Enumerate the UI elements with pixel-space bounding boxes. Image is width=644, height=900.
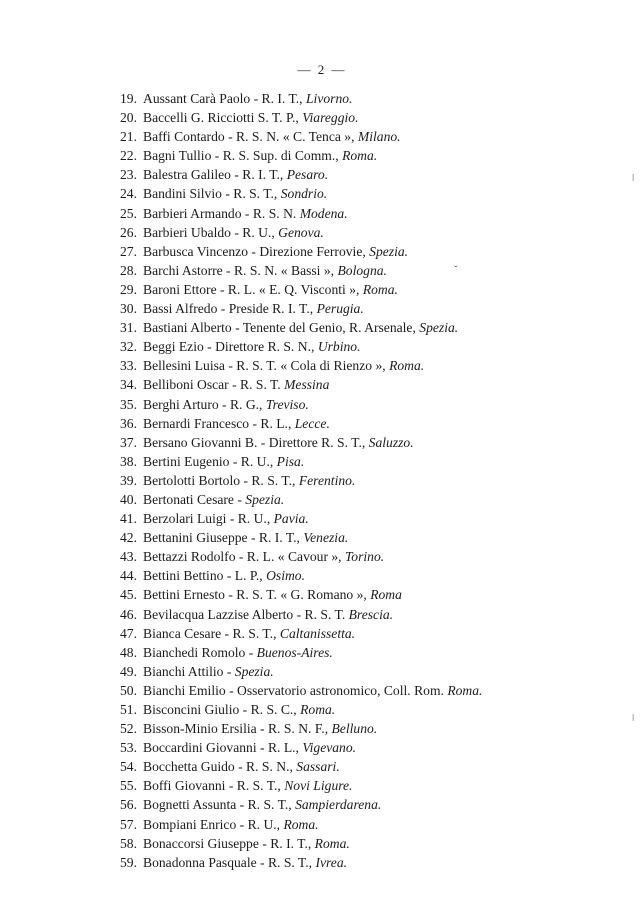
entry-place: Treviso.: [265, 396, 309, 412]
entry-name-affiliation: Bevilacqua Lazzise Alberto - R. S. T.: [143, 606, 349, 622]
entry-text: [143, 490, 284, 509]
list-item: [0, 605, 644, 624]
entry-number: 54.: [120, 759, 137, 775]
entry-text: [143, 184, 327, 203]
entry-place: Ferentino.: [298, 472, 356, 488]
entry-name-affiliation: Bonaccorsi Giuseppe - R. I. T.,: [143, 835, 315, 851]
entry-number: 38.: [120, 453, 137, 469]
entry-text: [143, 795, 381, 814]
entry-number: 36.: [120, 415, 137, 431]
entry-name-affiliation: Barchi Astorre - R. S. N. « Bassi »,: [143, 262, 338, 278]
entry-text: [143, 375, 329, 394]
list-item: [0, 547, 644, 566]
entry-number: 30.: [120, 301, 137, 317]
entry-number: 19.: [120, 91, 137, 106]
list-item: [0, 662, 644, 681]
entry-name-affiliation: Baffi Contardo - R. S. N. « C. Tenca »,: [143, 129, 358, 145]
entry-place: Vigevano.: [302, 740, 357, 756]
membership-list: [0, 89, 644, 872]
entry-text: [143, 719, 377, 738]
entry-text: [143, 165, 328, 184]
entry-text: [143, 356, 424, 375]
margin-mark: ǀ: [632, 712, 635, 724]
entry-name-affiliation: Bianca Cesare - R. S. T.,: [143, 625, 280, 641]
entry-text: [143, 146, 377, 165]
entry-name-affiliation: Aussant Carà Paolo - R. I. T.,: [143, 91, 306, 106]
entry-name-affiliation: Barbusca Vincenzo - Direzione Ferrovie,: [143, 243, 370, 259]
list-item: [0, 356, 644, 375]
entry-number: 25.: [120, 205, 137, 221]
entry-number: 31.: [120, 320, 137, 336]
list-item: [0, 242, 644, 261]
entry-place: Roma.: [283, 816, 319, 832]
entry-name-affiliation: Bianchi Emilio - Osservatorio astronomico, Coll. Rom.: [143, 682, 448, 698]
entry-number: 41.: [120, 511, 137, 527]
entry-text: [143, 471, 355, 490]
entry-name-affiliation: Bertini Eugenio - R. U.,: [143, 453, 277, 469]
list-item: [0, 490, 644, 509]
entry-number: 43.: [120, 549, 137, 565]
list-item: [0, 299, 644, 318]
entry-number: 55.: [120, 778, 137, 794]
entry-place: Brescia.: [348, 606, 394, 622]
entry-name-affiliation: Boccardini Giovanni - R. L.,: [143, 740, 303, 756]
entry-name-affiliation: Berzolari Luigi - R. U.,: [143, 511, 274, 527]
entry-number: 28.: [120, 262, 137, 278]
entry-place: Roma.: [300, 702, 336, 717]
entry-place: Roma.: [389, 358, 425, 374]
entry-place: Belluno.: [331, 721, 378, 737]
entry-place: Roma.: [362, 281, 398, 297]
entry-place: Spezia.: [234, 663, 274, 679]
entry-text: [143, 89, 352, 108]
entry-number: 32.: [120, 339, 137, 355]
list-item: [0, 681, 644, 700]
entry-place: Novi Ligure.: [284, 778, 353, 794]
entry-text: [143, 700, 335, 719]
entry-place: Torino.: [344, 549, 385, 565]
entry-name-affiliation: Baccelli G. Ricciotti S. T. P.,: [143, 110, 303, 126]
list-item: [0, 834, 644, 853]
entry-place: Viareggio.: [302, 110, 359, 126]
list-item: [0, 509, 644, 528]
entry-place: Pisa.: [276, 453, 305, 469]
list-item: [0, 337, 644, 356]
entry-number: 51.: [120, 702, 137, 717]
entry-place: Spezia.: [245, 491, 285, 507]
entry-place: Roma.: [314, 835, 350, 851]
entry-text: [143, 395, 309, 414]
entry-text: [143, 547, 384, 566]
entry-place: Bologna.: [337, 262, 387, 278]
entry-place: Venezia.: [303, 530, 349, 546]
entry-number: 39.: [120, 472, 137, 488]
entry-name-affiliation: Bagni Tullio - R. S. Sup. di Comm.,: [143, 148, 343, 164]
entry-number: 46.: [120, 606, 137, 622]
entry-place: Spezia.: [419, 320, 459, 336]
entry-text: [143, 643, 333, 662]
entry-text: [143, 261, 387, 280]
entry-text: [143, 757, 340, 776]
entry-place: Ivrea.: [315, 854, 348, 870]
entry-text: [143, 815, 319, 834]
list-item: [0, 757, 644, 776]
entry-name-affiliation: Berghi Arturo - R. G.,: [143, 396, 266, 412]
entry-name-affiliation: Bianchedi Romolo -: [143, 644, 257, 660]
entry-place: Perugia.: [316, 301, 364, 317]
entry-number: 45.: [120, 587, 137, 603]
entry-name-affiliation: Bassi Alfredo - Preside R. I. T.,: [143, 301, 317, 317]
entry-name-affiliation: Bonadonna Pasquale - R. S. T.,: [143, 854, 316, 870]
entry-number: 29.: [120, 281, 137, 297]
entry-name-affiliation: Bocchetta Guido - R. S. N.,: [143, 759, 297, 775]
list-item: [0, 108, 644, 127]
list-item: [0, 452, 644, 471]
entry-name-affiliation: Bandini Silvio - R. S. T.,: [143, 186, 281, 202]
entry-number: 44.: [120, 568, 137, 584]
list-item: [0, 700, 644, 719]
entry-text: [143, 318, 458, 337]
list-item: [0, 127, 644, 146]
entry-number: 42.: [120, 530, 137, 546]
entry-name-affiliation: Bertonati Cesare -: [143, 491, 246, 507]
entry-name-affiliation: Bersano Giovanni B. - Direttore R. S. T.,: [143, 434, 369, 450]
entry-number: 35.: [120, 396, 137, 412]
entry-text: [143, 566, 305, 585]
entry-name-affiliation: Bertolotti Bortolo - R. S. T.,: [143, 472, 299, 488]
entry-number: 22.: [120, 148, 137, 164]
entry-number: 21.: [120, 129, 137, 145]
list-item: [0, 414, 644, 433]
entry-number: 59.: [120, 854, 137, 870]
entry-name-affiliation: Baroni Ettore - R. L. « E. Q. Visconti »,: [143, 281, 363, 297]
entry-number: 58.: [120, 835, 137, 851]
entry-place: Caltanissetta.: [279, 625, 356, 641]
list-item: [0, 318, 644, 337]
entry-number: 53.: [120, 740, 137, 756]
entry-text: [143, 108, 358, 127]
list-item: [0, 471, 644, 490]
entry-name-affiliation: Bisconcini Giulio - R. S. C.,: [143, 702, 301, 717]
entry-place: Pavia.: [273, 511, 309, 527]
list-item: [0, 738, 644, 757]
entry-place: Sondrio.: [280, 186, 328, 202]
entry-place: Modena.: [299, 205, 348, 221]
entry-name-affiliation: Bettini Ernesto - R. S. T. « G. Romano »,: [143, 587, 371, 603]
entry-place: Saluzzo.: [368, 434, 414, 450]
entry-name-affiliation: Bettini Bettino - L. P.,: [143, 568, 267, 584]
entry-name-affiliation: Belliboni Oscar - R. S. T.: [143, 377, 285, 393]
list-item: [0, 776, 644, 795]
entry-place: Spezia.: [369, 243, 409, 259]
entry-text: [143, 662, 274, 681]
entry-name-affiliation: Barbieri Armando - R. S. N.: [143, 205, 300, 221]
entry-place: Roma: [370, 587, 402, 603]
entry-name-affiliation: Bianchi Attilio -: [143, 663, 235, 679]
entry-number: 33.: [120, 358, 137, 374]
entry-number: 56.: [120, 797, 137, 813]
entry-text: [143, 414, 330, 433]
list-item: [0, 89, 644, 108]
entry-name-affiliation: Bognetti Assunta - R. S. T.,: [143, 797, 296, 813]
entry-text: [143, 528, 348, 547]
margin-mark: ǀ: [632, 172, 635, 184]
list-item: [0, 146, 644, 165]
entry-number: 26.: [120, 224, 137, 240]
list-item: [0, 624, 644, 643]
margin-mark: ˇ: [454, 264, 458, 276]
entry-place: Sassari.: [296, 759, 340, 775]
entry-name-affiliation: Bisson-Minio Ersilia - R. S. N. F.,: [143, 721, 332, 737]
entry-text: [143, 337, 361, 356]
list-item: [0, 165, 644, 184]
entry-text: [143, 834, 350, 853]
list-item: [0, 280, 644, 299]
list-item: [0, 528, 644, 547]
page-number: — 2 —: [297, 62, 347, 77]
entry-place: Milano.: [357, 129, 401, 145]
entry-name-affiliation: Barbieri Ubaldo - R. U.,: [143, 224, 279, 240]
entry-number: 27.: [120, 243, 137, 259]
entry-text: [143, 299, 364, 318]
list-item: [0, 643, 644, 662]
entry-text: [143, 776, 352, 795]
list-item: [0, 719, 644, 738]
list-item: [0, 184, 644, 203]
entry-text: [143, 605, 393, 624]
entry-text: [143, 624, 355, 643]
entry-number: 48.: [120, 644, 137, 660]
entry-text: [143, 681, 482, 700]
entry-name-affiliation: Bettanini Giuseppe - R. I. T.,: [143, 530, 304, 546]
list-item: [0, 433, 644, 452]
entry-text: [143, 433, 414, 452]
entry-number: 23.: [120, 167, 137, 183]
entry-place: Osimo.: [266, 568, 306, 584]
entry-number: 47.: [120, 625, 137, 641]
entry-text: [143, 242, 408, 261]
entry-place: Messina: [284, 377, 330, 393]
entry-place: Urbino.: [317, 339, 361, 355]
entry-text: [143, 280, 398, 299]
entry-text: [143, 509, 309, 528]
list-item: [0, 853, 644, 872]
entry-number: 52.: [120, 721, 137, 737]
list-item: [0, 585, 644, 604]
entry-place: Pesaro.: [286, 167, 329, 183]
list-item: [0, 261, 644, 280]
entry-number: 50.: [120, 682, 137, 698]
list-item: [0, 815, 644, 834]
entry-place: Roma.: [447, 682, 483, 698]
list-item: [0, 795, 644, 814]
entry-name-affiliation: Bellesini Luisa - R. S. T. « Cola di Rienzo »,: [143, 358, 390, 374]
entry-number: 40.: [120, 491, 137, 507]
list-item: [0, 566, 644, 585]
entry-place: Genova.: [278, 224, 324, 240]
entry-place: Buenos-Aires.: [256, 644, 333, 660]
list-item: [0, 223, 644, 242]
entry-number: 20.: [120, 110, 137, 126]
entry-text: [143, 738, 356, 757]
entry-name-affiliation: Balestra Galileo - R. I. T.,: [143, 167, 287, 183]
entry-name-affiliation: Bernardi Francesco - R. L.,: [143, 415, 295, 431]
entry-number: 57.: [120, 816, 137, 832]
entry-name-affiliation: Bompiani Enrico - R. U.,: [143, 816, 284, 832]
entry-place: Sampierdarena.: [295, 797, 382, 813]
entry-number: 34.: [120, 377, 137, 393]
entry-name-affiliation: Boffi Giovanni - R. S. T.,: [143, 778, 285, 794]
entry-text: [143, 853, 347, 872]
entry-number: 49.: [120, 663, 137, 679]
entry-name-affiliation: Bettazzi Rodolfo - R. L. « Cavour »,: [143, 549, 345, 565]
entry-text: [143, 585, 402, 604]
entry-name-affiliation: Beggi Ezio - Direttore R. S. N.,: [143, 339, 318, 355]
entry-number: 24.: [120, 186, 137, 202]
entry-text: [143, 204, 348, 223]
entry-text: [143, 127, 401, 146]
entry-place: Roma.: [342, 148, 378, 164]
entry-text: [143, 223, 324, 242]
list-item: [0, 204, 644, 223]
entry-number: 37.: [120, 434, 137, 450]
entry-name-affiliation: Bastiani Alberto - Tenente del Genio, R. Arsenale,: [143, 320, 420, 336]
list-item: [0, 375, 644, 394]
entry-place: Lecce.: [294, 415, 330, 431]
entry-text: [143, 452, 304, 471]
entry-place: Livorno.: [305, 91, 353, 106]
list-item: [0, 395, 644, 414]
